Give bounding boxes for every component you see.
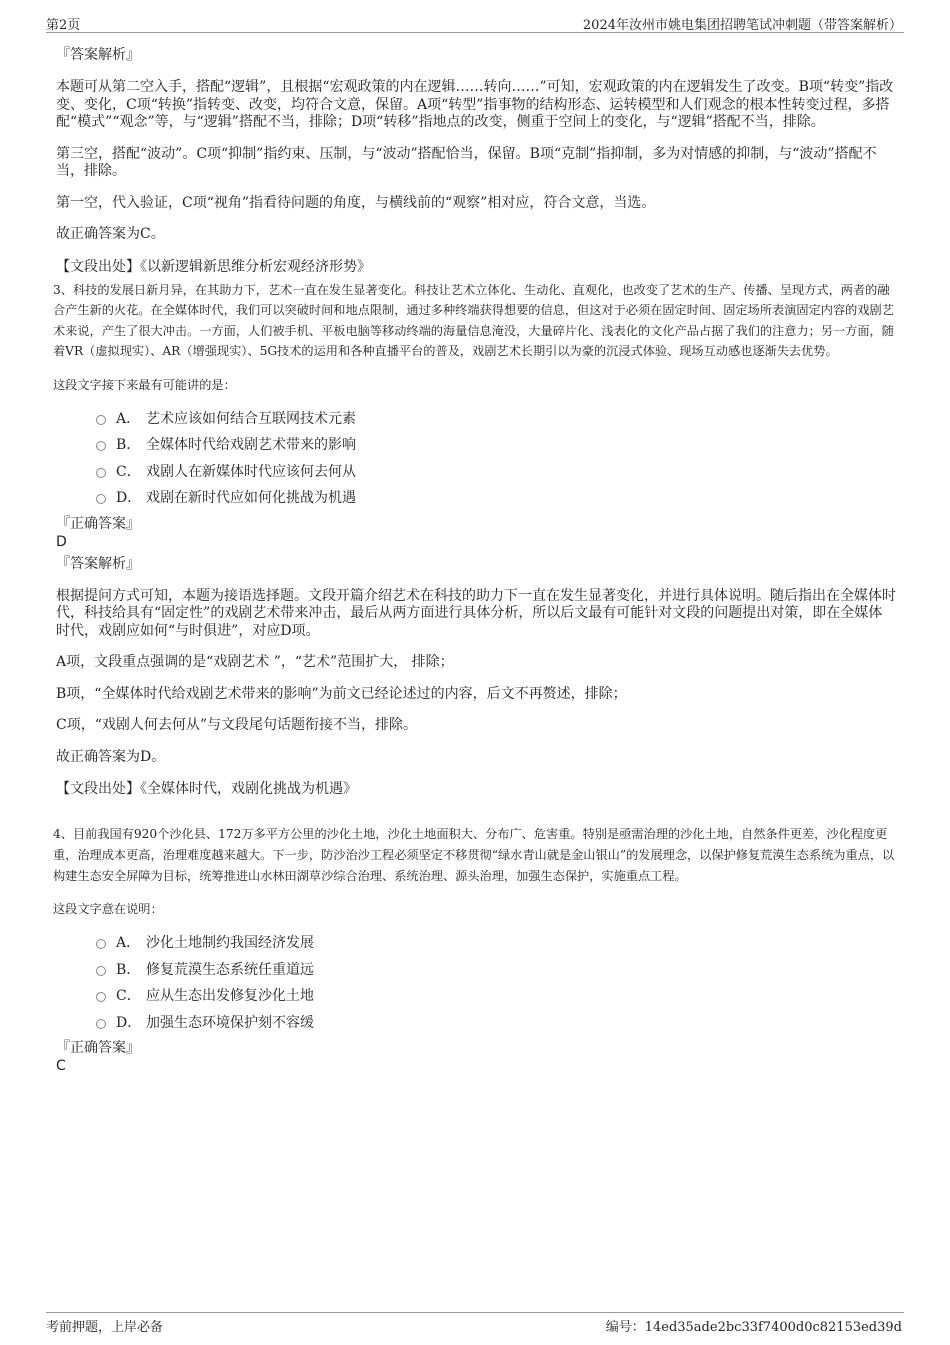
question-4-prompt: 这段文字意在说明： (53, 902, 163, 917)
page-number: 第2页 (46, 18, 81, 33)
option-a[interactable] (96, 933, 896, 960)
option-d[interactable] (96, 488, 896, 515)
option-a[interactable] (96, 409, 896, 436)
page-header (46, 12, 904, 33)
question-4-passage: 4、目前我国有920个沙化县、172万多平方公里的沙化土地，沙化土地面积大、分布广、危害重。特别是亟需治理的沙化土地，自然条件更差，沙化程度更重，治理成本更高，治理难度越来越大。下一步，防沙治沙工程必须坚定不移贯彻“绿水青山就是金山银山”的发展理念，以保护修复荒漠生态系统为重点，以构建生态安全屏障为目标，统筹推进山水林田湖草沙综合治理、系统治理、源头治理，加强生态保护，实施重点工程。 (53, 827, 895, 883)
option-letter: C． (116, 988, 141, 1005)
correct-answer: D (56, 533, 67, 550)
radio-icon[interactable] (96, 1019, 106, 1029)
option-letter: A． (116, 935, 141, 952)
question-3-options (96, 409, 896, 515)
radio-icon[interactable] (96, 992, 106, 1002)
analysis-paragraph: 故正确答案为D。 (56, 748, 166, 765)
footer-slogan: 考前押题，上岸必备 (46, 1320, 164, 1335)
radio-icon[interactable] (96, 468, 106, 478)
analysis-paragraph: 第一空，代入验证，C项“视角”指看待问题的角度，与横线前的“观察”相对应，符合文意，当选。 (56, 194, 656, 211)
radio-icon[interactable] (96, 966, 106, 976)
analysis-paragraph: 根据提问方式可知，本题为接语选择题。文段开篇介绍艺术在科技的助力下一直在发生显著变化，并进行具体说明。随后指出在全媒体时代，科技给具有“固定性”的戏剧艺术带来冲击，最后从两方面进行具体分析，所以后文最有可能针对文段的问题提出对策，即在全媒体时代，戏剧应如何“与时俱进”，对应D项。 (56, 587, 896, 639)
page-content (53, 46, 896, 1079)
radio-icon[interactable] (96, 939, 106, 949)
radio-icon[interactable] (96, 441, 106, 451)
option-d[interactable] (96, 1013, 896, 1040)
question-3-prompt: 这段文字接下来最有可能讲的是： (53, 377, 236, 392)
option-b[interactable] (96, 435, 896, 462)
analysis-paragraph: 本题可从第二空入手，搭配“逻辑”，且根据“宏观政策的内在逻辑……转向……”可知，宏观政策的内在逻辑发生了改变。B项“转变”指改变、变化，C项“转换”指转变、改变，均符合文意，保留。A项“转型”指事物的结构形态、运转模型和人们观念的根本性转变过程，多搭配“模式”“观念”等，与“逻辑”搭配不当，排除；D项“转移”指地点的改变，侧重于空间上的变化，与“逻辑”搭配不当，排除。 (56, 79, 894, 130)
option-c[interactable] (96, 986, 896, 1013)
option-text: 戏剧在新时代应如何化挑战为机遇 (146, 490, 356, 507)
option-letter: C． (116, 463, 141, 480)
option-letter: B． (116, 437, 141, 454)
option-text: 加强生态环境保护刻不容缓 (146, 1014, 314, 1031)
radio-icon[interactable] (96, 494, 106, 504)
correct-answer: C (56, 1058, 66, 1075)
analysis-label: 『答案解析』 (56, 47, 140, 63)
option-text: 艺术应该如何结合互联网技术元素 (146, 410, 356, 427)
document-title: 2024年汝州市姚电集团招聘笔试冲刺题（带答案解析） (582, 18, 902, 33)
option-text: 全媒体时代给戏剧艺术带来的影响 (146, 437, 356, 454)
question-3-passage: 3、科技的发展日新月异，在其助力下，艺术一直在发生显著变化。科技让艺术立体化、生动化、直观化，也改变了艺术的生产、传播、呈现方式，两者的融合产生新的火花。在全媒体时代，我们可以突破时间和地点限制，通过多种终端获得想要的信息，但这对于必须在固定时间、固定场所表演固定内容的戏剧艺术来说，产生了很大冲击。一方面，人们被手机、平板电脑等移动终端的海量信息淹没，大量碎片化、浅表化的文化产品占据了我们的注意力；另一方面，随着VR（虚拟现实）、AR（增强现实）、5G技术的运用和各种直播平台的普及，戏剧艺术长期引以为豪的沉浸式体验、现场互动感也逐渐失去优势。 (53, 282, 894, 359)
option-letter: D． (116, 490, 142, 507)
option-letter: B． (116, 961, 141, 978)
option-b[interactable] (96, 960, 896, 987)
option-text: 戏剧人在新媒体时代应该何去何从 (146, 463, 356, 480)
option-letter: D． (116, 1014, 142, 1031)
radio-icon[interactable] (96, 415, 106, 425)
option-text: 沙化土地制约我国经济发展 (146, 935, 314, 952)
option-c[interactable] (96, 462, 896, 489)
analysis-label: 『答案解析』 (56, 555, 140, 572)
correct-answer-label: 『正确答案』 (56, 515, 140, 532)
analysis-paragraph: C项，“戏剧人何去何从”与文段尾句话题衔接不当，排除。 (56, 717, 418, 734)
source-citation: 【文段出处】《全媒体时代，戏剧化挑战为机遇》 (56, 781, 357, 798)
correct-answer-label: 『正确答案』 (56, 1040, 140, 1057)
option-text: 修复荒漠生态系统任重道远 (146, 961, 314, 978)
option-letter: A． (116, 410, 141, 427)
analysis-paragraph: 第三空，搭配“波动”。C项“抑制”指约束、压制，与“波动”搭配恰当，保留。B项“克制”指抑制，多为对情感的抑制，与“波动”搭配不当，排除。 (56, 145, 877, 179)
question-4-options (96, 933, 896, 1039)
option-text: 应从生态出发修复沙化土地 (146, 988, 314, 1005)
page-footer (46, 1312, 904, 1335)
analysis-paragraph: B项，“全媒体时代给戏剧艺术带来的影响”为前文已经论述过的内容，后文不再赘述，排除； (56, 685, 627, 702)
source-citation: 【文段出处】《以新逻辑新思维分析宏观经济形势》 (56, 258, 371, 275)
analysis-paragraph: A项，文段重点强调的是“戏剧艺术 ”，“艺术”范围扩大， 排除； (56, 654, 454, 671)
document-code: 编号：14ed35ade2bc33f7400d0c82153ed39d (605, 1320, 902, 1335)
analysis-paragraph: 故正确答案为C。 (56, 226, 165, 242)
